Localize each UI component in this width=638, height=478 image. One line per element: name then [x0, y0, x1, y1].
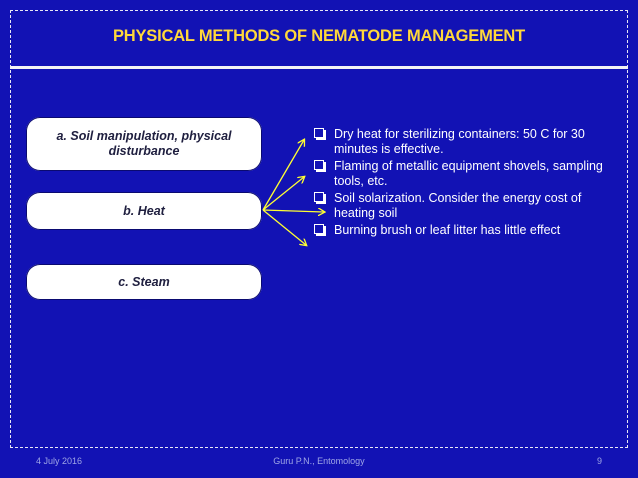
footer-page-number: 9	[596, 456, 602, 466]
arrow-4	[263, 210, 306, 245]
checkbox-bullet-icon	[314, 128, 324, 138]
slide-title: PHYSICAL METHODS OF NEMATODE MANAGEMENT	[112, 27, 526, 45]
list-item: Flaming of metallic equipment shovels, sampling tools, etc.	[314, 159, 622, 189]
arrow-2	[263, 177, 304, 210]
method-label: c. Steam	[118, 274, 170, 289]
list-item: Dry heat for sterilizing containers: 50 C for 30 minutes is effective.	[314, 127, 622, 157]
method-label: b. Heat	[123, 203, 165, 218]
list-item: Soil solarization. Consider the energy cost of heating soil	[314, 191, 622, 221]
footer-date: 4 July 2016	[36, 456, 83, 466]
method-label: a. Soil manipulation, physical disturbance	[56, 129, 232, 158]
footer-author: Guru P.N., Entomology	[273, 456, 365, 466]
checkbox-bullet-icon	[314, 192, 324, 202]
checkbox-bullet-icon	[314, 160, 324, 170]
heat-methods-list	[314, 127, 622, 240]
checkbox-bullet-icon	[314, 224, 324, 234]
list-item: Burning brush or leaf litter has little effect	[314, 223, 622, 238]
arrow-1	[263, 140, 304, 210]
